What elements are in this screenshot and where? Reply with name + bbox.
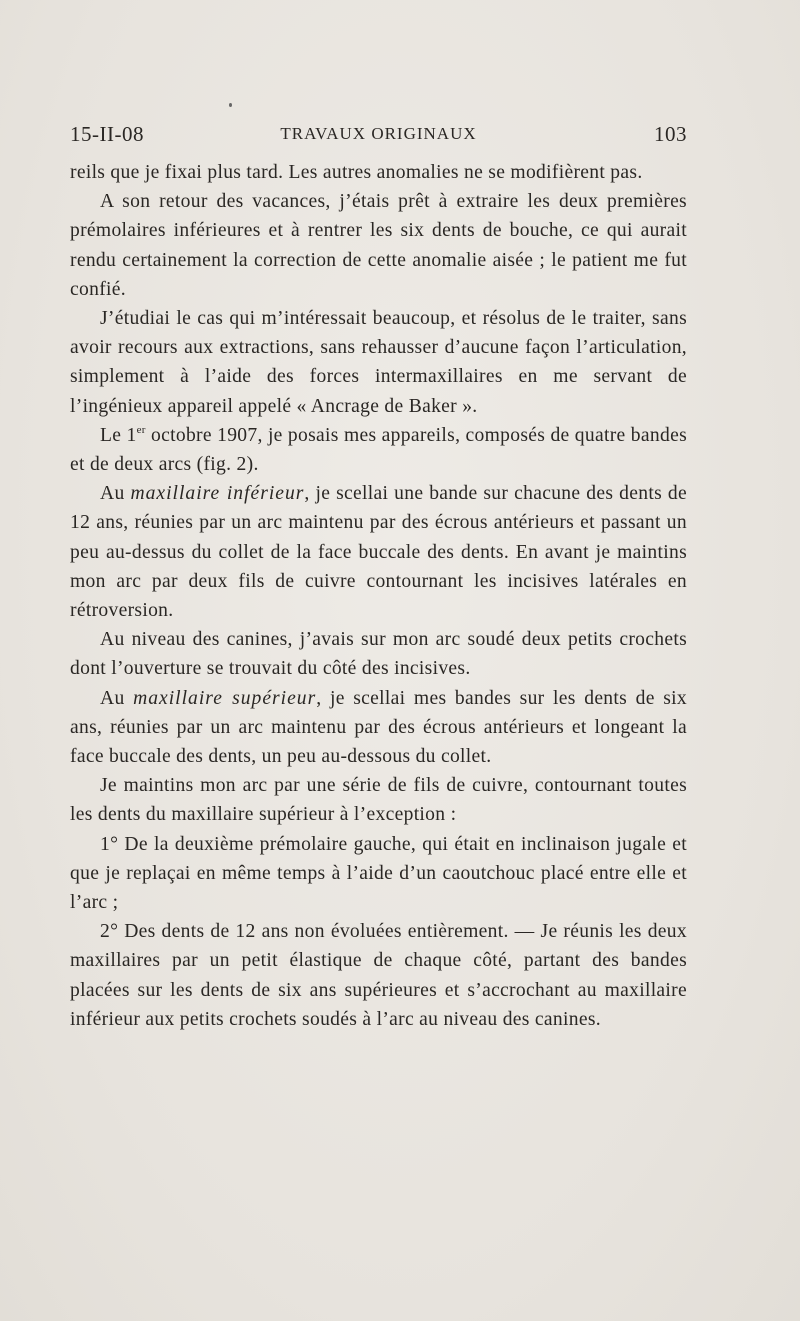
body-text: [70, 158, 687, 1034]
header-date: 15-II-08: [70, 122, 144, 146]
p7-start: Au: [100, 687, 134, 709]
header-title: TRAVAUX ORIGINAUX: [280, 124, 477, 143]
paragraph-6: Au niveau des canines, j’avais sur mon arc soudé deux petits crochets dont l’ouverture se trouvait du côté des incisives.: [70, 629, 687, 680]
ordinal-superscript: er: [136, 423, 146, 436]
paragraph-1: reils que je fixai plus tard. Les autres anomalies ne se modifièrent pas.: [70, 162, 643, 183]
paragraph-2: A son retour des vacances, j’étais prêt à extraire les deux premières prémolaires inférieures et à rentrer les six dents de bouche, ce qui aurait rendu certainement la correction de cette anomalie aisée ; le patient me fut confié.: [70, 191, 687, 300]
paragraph-9: 1° De la deuxième prémolaire gauche, qui était en inclinaison jugale et que je replaçai en même temps à l’aide d’un caoutchouc placé entre elle et l’arc ;: [70, 833, 687, 914]
paragraph-10: 2° Des dents de 12 ans non évoluées entièrement. — Je réunis les deux maxillaires par un petit élastique de chaque côté, partant des bandes placées sur les dents de six ans supérieures et s’accrochant au maxillaire inférieur aux petits crochets soudés à l’arc au niveau des canines.: [70, 921, 687, 1030]
running-header: [70, 122, 687, 152]
paragraph-4: [70, 421, 687, 479]
p5-emphasis: maxillaire inférieur: [130, 483, 305, 505]
p4-start: Le 1: [100, 424, 137, 446]
p7-end: , je scellai mes bandes sur les dents de six ans, réunies par un arc maintenu par des écrous antérieurs et longeant la face buccale des dents, un peu au-dessous du collet.: [70, 687, 687, 768]
paragraph-7: [70, 684, 687, 772]
p7-emphasis: maxillaire supérieur: [133, 687, 317, 709]
p5-end: , je scellai une bande sur chacune des dents de 12 ans, réunies par un arc maintenu par des écrous antérieurs et passant un peu au-dessus du collet de la face buccale des dents. En avant je maintins mon arc par deux fils de cuivre contournant les incisives latérales en rétroversion.: [70, 483, 687, 622]
p4-end: octobre 1907, je posais mes appareils, composés de quatre bandes et de deux arcs (fig. 2).: [70, 424, 687, 476]
p5-start: Au: [100, 483, 131, 505]
paragraph-3: J’étudiai le cas qui m’intéressait beaucoup, et résolus de le traiter, sans avoir recours aux extractions, sans rehausser d’aucune façon l’articulation, simplement à l’aide des forces intermaxillaires en me servant de l’ingénieux appareil appelé « Ancrage de Baker ».: [70, 308, 687, 417]
page-number: 103: [654, 122, 687, 146]
ink-speck: [229, 103, 232, 107]
paragraph-8: Je maintins mon arc par une série de fils de cuivre, contournant toutes les dents du maxillaire supérieur à l’exception :: [70, 775, 687, 826]
paragraph-5: [70, 479, 687, 625]
